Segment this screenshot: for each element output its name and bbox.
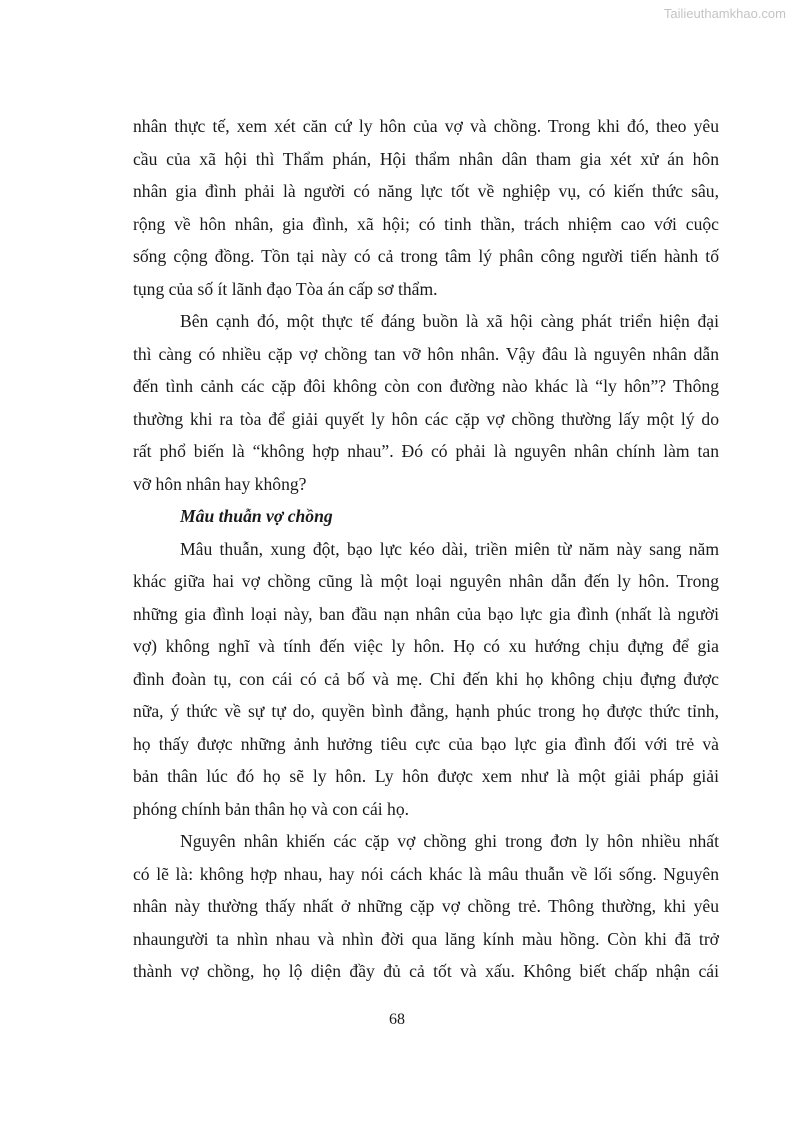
text-line: rất phổ biến là “không hợp nhau”. Đó có phải là nguyên nhân chính làm tan <box>133 441 719 461</box>
paragraph-1 <box>133 110 719 305</box>
text-line: cầu của xã hội thì Thẩm phán, Hội thẩm nhân dân tham gia xét xử án hôn <box>133 148 719 169</box>
text-line: thành vợ chồng, họ lộ diện đầy đủ cả tốt và xấu. Không biết chấp nhận cái <box>133 961 719 981</box>
page-body <box>133 110 719 988</box>
text-line: Nguyên nhân khiến các cặp vợ chồng ghi trong đơn ly hôn nhiều nhất <box>180 831 719 851</box>
text-line: vợ) không nghĩ và tính đến việc ly hôn. Họ có xu hướng chịu đựng để gia <box>133 636 719 656</box>
paragraph-2 <box>133 305 719 500</box>
paragraph-3 <box>133 533 719 826</box>
text-line: thường khi ra tòa để giải quyết ly hôn các cặp vợ chồng thường lấy một lý do <box>133 408 719 429</box>
text-line: đình đoàn tụ, con cái có cả bố và mẹ. Chỉ đến khi họ không chịu đựng được <box>133 668 719 689</box>
paragraph-4 <box>133 825 719 988</box>
text-line: bản thân lúc đó họ sẽ ly hôn. Ly hôn được xem như là một giải pháp giải <box>133 766 719 786</box>
text-line: nhân này thường thấy nhất ở những cặp vợ chồng trẻ. Thông thường, khi yêu <box>133 896 719 916</box>
text-line: tụng của số ít lãnh đạo Tòa án cấp sơ thẩm. <box>133 278 438 299</box>
text-line: nhaungười ta nhìn nhau và nhìn đời qua lăng kính màu hồng. Còn khi đã trở <box>133 928 719 949</box>
text-line: đến tình cảnh các cặp đôi không còn con đường nào khác là “ly hôn”? Thông <box>133 376 719 396</box>
text-line: khác giữa hai vợ chồng cũng là một loại nguyên nhân dẫn đến ly hôn. Trong <box>133 571 719 591</box>
text-line: những gia đình loại này, ban đầu nạn nhân của bạo lực gia đình (nhất là người <box>133 603 719 624</box>
text-line: sống cộng đồng. Tồn tại này có cả trong tâm lý phân công người tiến hành tố <box>133 246 719 266</box>
text-line: Bên cạnh đó, một thực tế đáng buồn là xã hội càng phát triển hiện đại <box>180 311 719 331</box>
text-line: vỡ hôn nhân hay không? <box>133 473 307 494</box>
watermark: Tailieuthamkhao.com <box>663 6 786 21</box>
text-line: nhân thực tế, xem xét căn cứ ly hôn của vợ và chồng. Trong khi đó, theo yêu <box>133 116 719 136</box>
section-heading: Mâu thuẫn vợ chồng <box>180 506 333 526</box>
text-line: thì càng có nhiều cặp vợ chồng tan vỡ hôn nhân. Vậy đâu là nguyên nhân dẫn <box>133 343 719 364</box>
text-line: họ thấy được những ảnh hưởng tiêu cực của bạo lực gia đình đối với trẻ và <box>133 733 719 754</box>
text-line: có lẽ là: không hợp nhau, hay nói cách khác là mâu thuẫn về lối sống. Nguyên <box>133 863 719 884</box>
text-line: Mâu thuẫn, xung đột, bạo lực kéo dài, triền miên từ năm này sang năm <box>180 538 719 559</box>
text-line: nữa, ý thức về sự tự do, quyền bình đẳng, hạnh phúc trong họ được thức tỉnh, <box>133 701 719 721</box>
text-line: rộng về hôn nhân, gia đình, xã hội; có tinh thần, trách nhiệm cao với cuộc <box>133 213 719 234</box>
text-line: phóng chính bản thân họ và con cái họ. <box>133 798 410 819</box>
text-line: nhân gia đình phải là người có năng lực tốt về nghiệp vụ, có kiến thức sâu, <box>133 181 719 201</box>
page-number: 68 <box>389 1011 405 1028</box>
